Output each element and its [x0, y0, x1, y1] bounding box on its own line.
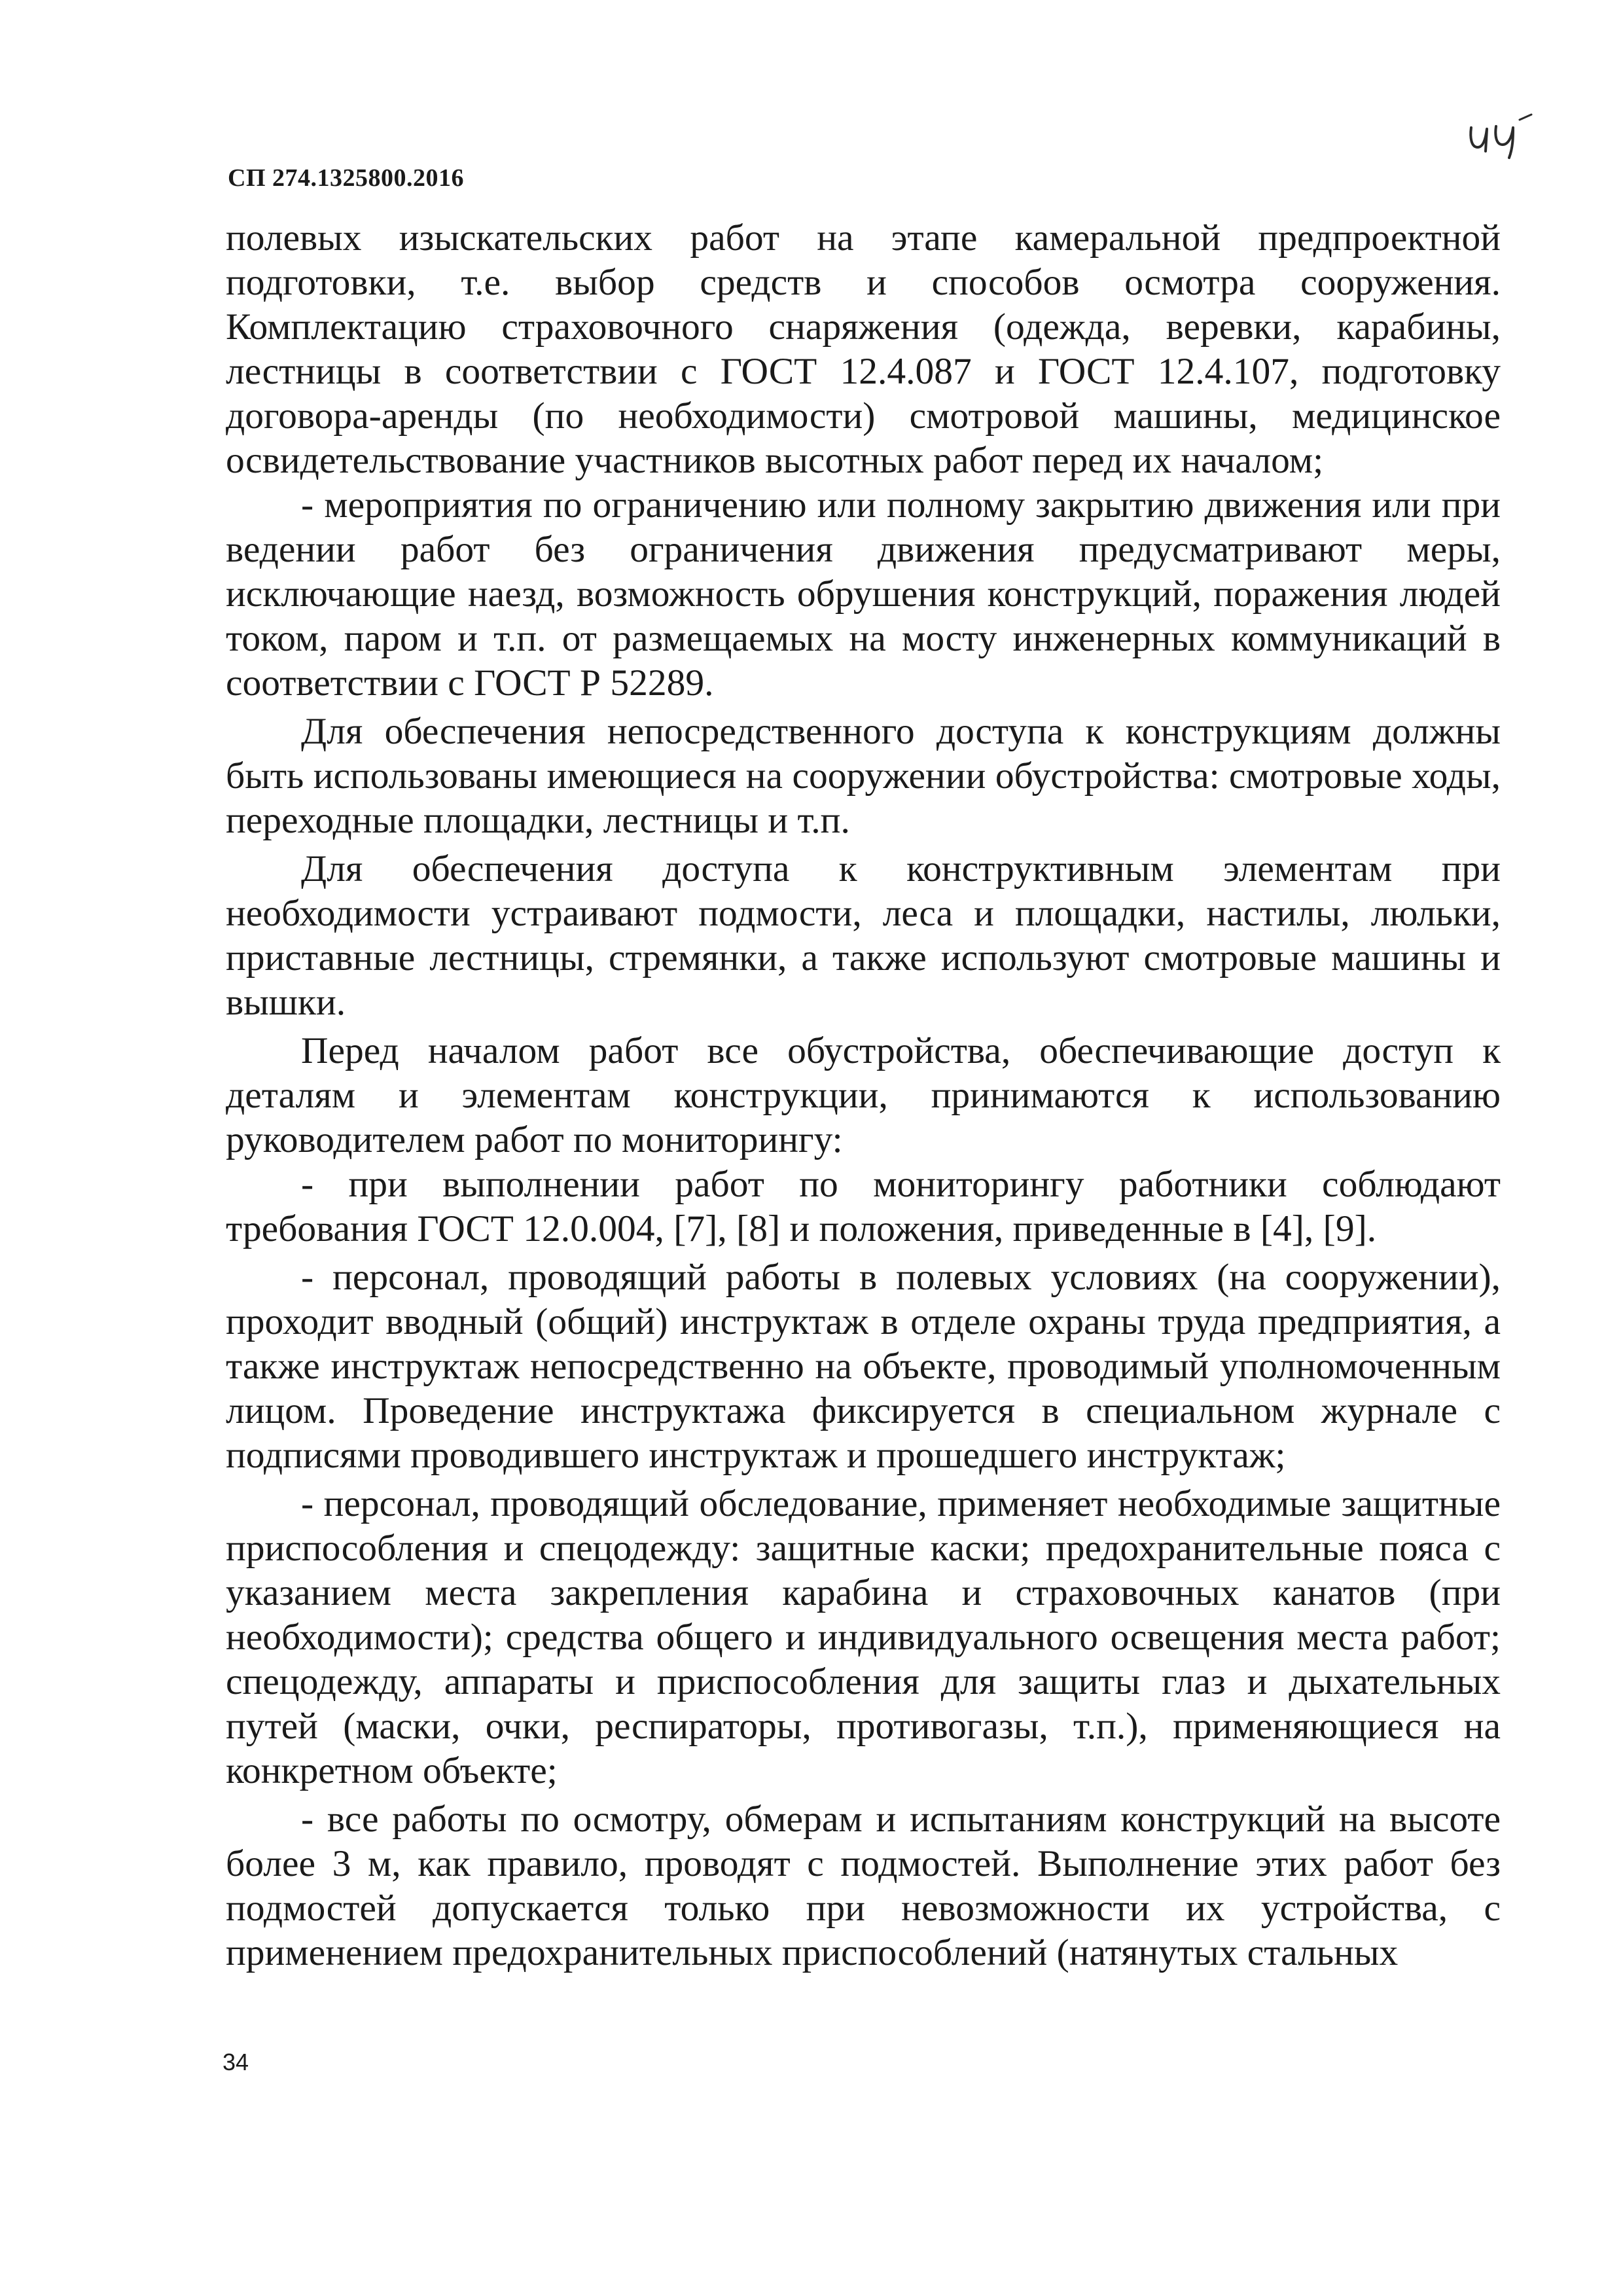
- paragraph-direct-access: Для обеспечения непосредственного доступа к конструкциям должны быть использованы имеющиеся на сооружении обустройства: смотровые ходы, переходные площадки, лестницы и т.п.: [226, 711, 1501, 841]
- paragraph-traffic-measures: - мероприятия по ограничению или полному закрытию движения или при ведении работ без ограничения движения предусматривают меры, исключающие наезд, возможность обрушения конструкций, поражения людей током, паром и т.п. от размещаемых на мосту инженерных коммуникаций в соответствии с ГОСТ Р 52289.: [226, 484, 1501, 704]
- paragraph-protective-equipment: - персонал, проводящий обследование, применяет необходимые защитные приспособления и спецодежду: защитные каски; предохранительные пояса с указанием места закрепления карабина и страховочных канатов (при необходимости); средства общего и индивидуального освещения места работ; спецодежду, аппараты и приспособления для защиты глаз и дыхательных путей (маски, очки, респираторы, противогазы, т.п.), применяющиеся на конкретном объекте;: [226, 1483, 1501, 1791]
- page-number: 34: [223, 2049, 249, 2075]
- document-body: [226, 216, 1501, 1975]
- paragraph-acceptance: Перед началом работ все обустройства, обеспечивающие доступ к деталям и элементам конструкции, принимаются к использованию руководителем работ по мониторингу:: [226, 1030, 1501, 1160]
- paragraph-continuation: полевых изыскательских работ на этапе камеральной предпроектной подготовки, т.е. выбор средств и способов осмотра сооружения. Комплектацию страховочного снаряжения (одежда, веревки, карабины, лестницы в соответствии с ГОСТ 12.4.087 и ГОСТ 12.4.107, подготовку договора-аренды (по необходимости) смотровой машины, медицинское освидетельствование участников высотных работ перед их началом;: [226, 217, 1501, 481]
- document-code: СП 274.1325800.2016: [228, 164, 464, 192]
- handwritten-sheet-number: [1466, 108, 1538, 160]
- paragraph-safety-requirements: - при выполнении работ по мониторингу работники соблюдают требования ГОСТ 12.0.004, [7], [8] и положения, приведенные в [4], [9].: [226, 1164, 1501, 1249]
- paragraph-height-works: - все работы по осмотру, обмерам и испытаниям конструкций на высоте более 3 м, как правило, проводят с подмостей. Выполнение этих работ без подмостей допускается только при невозможности их устройства, с применением предохранительных приспособлений (натянутых стальных: [226, 1799, 1501, 1973]
- paragraph-briefing: - персонал, проводящий работы в полевых условиях (на сооружении), проходит вводный (общий) инструктаж в отделе охраны труда предприятия, а также инструктаж непосредственно на объекте, проводимый уполномоченным лицом. Проведение инструктажа фиксируется в специальном журнале с подписями проводившего инструктаж и прошедшего инструктаж;: [226, 1257, 1501, 1476]
- paragraph-access-structures: Для обеспечения доступа к конструктивным элементам при необходимости устраивают подмости, леса и площадки, настилы, люльки, приставные лестницы, стремянки, а также используют смотровые машины и вышки.: [226, 848, 1501, 1023]
